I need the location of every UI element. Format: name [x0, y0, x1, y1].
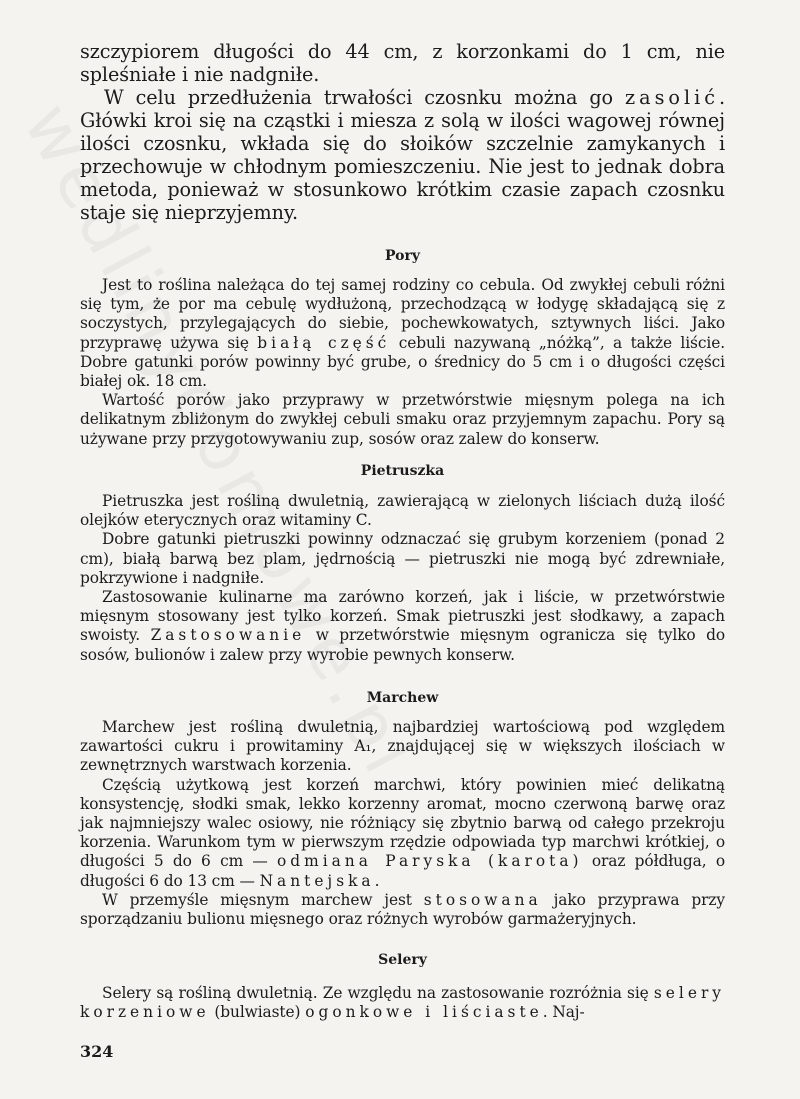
- paragraph: Pietruszka jest rośliną dwuletnią, zawierającą w zielonych liściach dużą ilość olejków eterycznych oraz witaminy C.: [80, 492, 725, 530]
- section-marchew: [80, 718, 725, 929]
- section-pory: [80, 276, 725, 449]
- paragraph: Marchew jest rośliną dwuletnią, najbardziej wartościową pod względem zawartości cukru i prowitaminy A₁, znajdującej się w większych ilościach w zewnętrznych warstwach korzenia.: [80, 718, 725, 775]
- page-number: 324: [80, 1042, 114, 1061]
- paragraph: Dobre gatunki pietruszki powinny odznaczać się grubym korzeniem (ponad 2 cm), białą barwą bez plam, jędrnością — pietruszki nie mogą być zdrewniałe, pokrzywione i nadgniłe.: [80, 530, 725, 587]
- paragraph: Selery są rośliną dwuletnią. Ze względu na zastosowanie rozróżnia się selery korzeniowe (bulwiaste) ogonkowe i liściaste. Naj-: [80, 984, 725, 1022]
- section-pietruszka: [80, 492, 725, 665]
- section-title-marchew: Marchew: [366, 690, 439, 706]
- section-title-selery: Selery: [378, 952, 427, 968]
- paragraph: Jest to roślina należąca do tej samej rodziny co cebula. Od zwykłej cebuli różni się tym, że por ma cebulę wydłużoną, przechodzącą w łodygę składającą się z soczystych, przylegających do siebie, pochewkowatych, sztywnych liści. Jako przyprawę używa się białą część cebuli nazywaną „nóżką”, a także liście. Dobre gatunki porów powinny być grube, o średnicy do 5 cm i o długości części białej ok. 18 cm.: [80, 276, 725, 391]
- paragraph: W celu przedłużenia trwałości czosnku można go zasolić. Główki kroi się na cząstki i miesza z solą w ilości wagowej równej ilości czosnku, wkłada się do słoików szczelnie zamykanych i przechowuje w chłodnym pomieszczeniu. Nie jest to jednak dobra metoda, ponieważ w stosunkowo krótkim czasie zapach czosnku staje się nieprzyjemny.: [80, 86, 725, 224]
- section-title-pietruszka: Pietruszka: [360, 463, 445, 479]
- paragraph: Zastosowanie kulinarne ma zarówno korzeń, jak i liście, w przetwórstwie mięsnym stosowany jest tylko korzeń. Smak pietruszki jest słodkawy, a zapach swoisty. Zastosowanie w przetwórstwie mięsnym ogranicza się tylko do sosów, bulionów i zalew przy wyrobie pewnych konserw.: [80, 588, 725, 664]
- section-title-pory: Pory: [385, 248, 420, 264]
- paragraph: Wartość porów jako przyprawy w przetwórstwie mięsnym polega na ich delikatnym zbliżonym do zwykłej cebuli smaku oraz przyjemnym zapachu. Pory są używane przy przygotowywaniu zup, sosów oraz zalew do konserw.: [80, 391, 725, 448]
- paragraph: Częścią użytkową jest korzeń marchwi, który powinien mieć delikatną konsystencję, słodki smak, lekko korzenny aromat, mocno czerwoną barwę oraz jak najmniejszy walec osiowy, nie różniący się zbytnio barwą od całego przekroju korzenia. Warunkom tym w pierwszym rzędzie odpowiada typ marchwi krótkiej, o długości 5 do 6 cm — odmiana Paryska (karota) oraz półdługa, o długości 6 do 13 cm — Nantejska.: [80, 775, 726, 890]
- paragraph: W przemyśle mięsnym marchew jest stosowana jako przyprawa przy sporządzaniu bulionu mięsnego oraz różnych wyrobów garmażeryjnych.: [80, 890, 725, 929]
- paragraph: szczypiorem długości do 44 cm, z korzonkami do 1 cm, nie spleśniałe i nie nadgniłe.: [80, 40, 725, 86]
- section-selery: [80, 984, 725, 1022]
- intro-section: [80, 40, 725, 224]
